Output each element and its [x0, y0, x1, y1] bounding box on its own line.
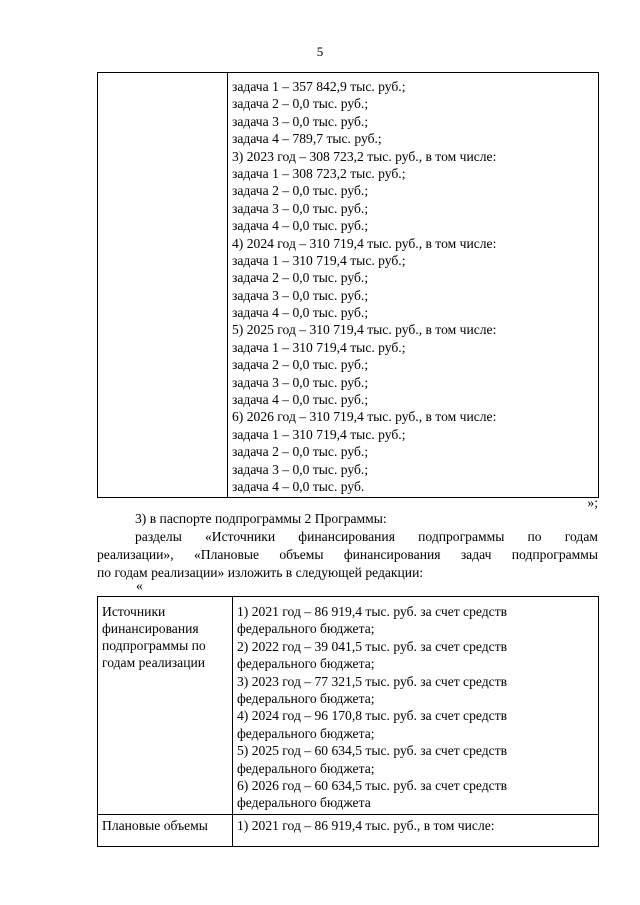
list-item: 4) 2024 год – 310 719,4 тыс. руб., в том числе:: [232, 235, 497, 251]
list-item: задача 3 – 0,0 тыс. руб.;: [232, 200, 369, 216]
table-row: [98, 73, 599, 498]
list-item: задача 2 – 0,0 тыс. руб.;: [232, 357, 369, 373]
list-item: 1) 2021 год – 86 919,4 тыс. руб., в том числе:: [237, 817, 495, 833]
list-item: федерального бюджета;: [237, 690, 375, 706]
list-item: задача 3 – 0,0 тыс. руб.;: [232, 113, 369, 129]
list-item: задача 4 – 0,0 тыс. руб.;: [232, 218, 369, 234]
heading-line: финансирования: [102, 621, 199, 636]
list-item: 4) 2024 год – 96 170,8 тыс. руб. за счет средств: [237, 708, 508, 724]
list-item: задача 2 – 0,0 тыс. руб.;: [232, 96, 369, 112]
paragraph-sections-line-3: по годам реализации» изложить в следующей редакции:: [97, 565, 424, 580]
table-row: [98, 814, 599, 846]
list-item: 6) 2026 год – 60 634,5 тыс. руб. за счет средств: [237, 777, 508, 793]
financing-details-cell: [228, 73, 599, 498]
heading-line: Плановые объемы: [102, 817, 208, 833]
list-item: задача 2 – 0,0 тыс. руб.;: [232, 270, 369, 286]
list-item: задача 4 – 0,0 тыс. руб.;: [232, 392, 369, 408]
list-item: задача 2 – 0,0 тыс. руб.;: [232, 183, 369, 199]
empty-heading-cell: [98, 73, 228, 498]
list-item: задача 3 – 0,0 тыс. руб.;: [232, 461, 369, 477]
closing-quote: »;: [587, 495, 598, 510]
heading-line: Источники: [102, 604, 166, 619]
list-item: задача 2 – 0,0 тыс. руб.;: [232, 444, 369, 460]
list-item: 5) 2025 год – 310 719,4 тыс. руб., в том числе:: [232, 322, 497, 338]
planned-volumes-heading-cell: [98, 814, 233, 846]
page-number: 5: [316, 44, 324, 59]
paragraph-sections-line-1: разделы «Источники финансирования подпрограммы по годам: [135, 529, 598, 544]
funding-sources-values-cell: [233, 597, 599, 815]
list-item: задача 4 – 789,7 тыс. руб.;: [232, 131, 382, 147]
financing-continuation-table: [97, 72, 599, 498]
list-item: задача 1 – 310 719,4 тыс. руб.;: [232, 426, 406, 442]
list-item: задача 1 – 310 719,4 тыс. руб.;: [232, 252, 406, 268]
planned-volumes-values-cell: [233, 814, 599, 846]
list-item: задача 1 – 310 719,4 тыс. руб.;: [232, 339, 406, 355]
list-item: 6) 2026 год – 310 719,4 тыс. руб., в том числе:: [232, 409, 497, 425]
subprogram-passport-table: [97, 596, 599, 847]
list-item: 3) 2023 год – 77 321,5 тыс. руб. за счет средств: [237, 673, 508, 689]
list-item: федерального бюджета;: [237, 725, 375, 741]
list-item: задача 3 – 0,0 тыс. руб.;: [232, 287, 369, 303]
list-item: задача 4 – 0,0 тыс. руб.;: [232, 305, 369, 321]
opening-quote: «: [136, 578, 143, 593]
list-item: задача 4 – 0,0 тыс. руб.: [232, 478, 365, 494]
list-item: федерального бюджета;: [237, 621, 375, 637]
funding-sources-heading-cell: [98, 597, 233, 815]
heading-line: годам реализации: [102, 655, 206, 670]
paragraph-item-3: 3) в паспорте подпрограммы 2 Программы:: [135, 511, 387, 526]
list-item: федерального бюджета;: [237, 656, 375, 672]
list-item: задача 1 – 308 723,2 тыс. руб.;: [232, 165, 406, 181]
list-item: федерального бюджета: [237, 795, 371, 811]
list-item: 2) 2022 год – 39 041,5 тыс. руб. за счет средств: [237, 638, 508, 654]
list-item: задача 3 – 0,0 тыс. руб.;: [232, 374, 369, 390]
heading-line: подпрограммы по: [102, 638, 206, 653]
list-item: 1) 2021 год – 86 919,4 тыс. руб. за счет средств: [237, 604, 508, 619]
list-item: 3) 2023 год – 308 723,2 тыс. руб., в том числе:: [232, 148, 497, 164]
list-item: федерального бюджета;: [237, 760, 375, 776]
table-row: [98, 597, 599, 815]
paragraph-sections-line-2: реализации», «Плановые объемы финансирования задач подпрограммы: [97, 547, 598, 562]
list-item: задача 1 – 357 842,9 тыс. руб.;: [232, 79, 406, 94]
list-item: 5) 2025 год – 60 634,5 тыс. руб. за счет средств: [237, 743, 508, 759]
